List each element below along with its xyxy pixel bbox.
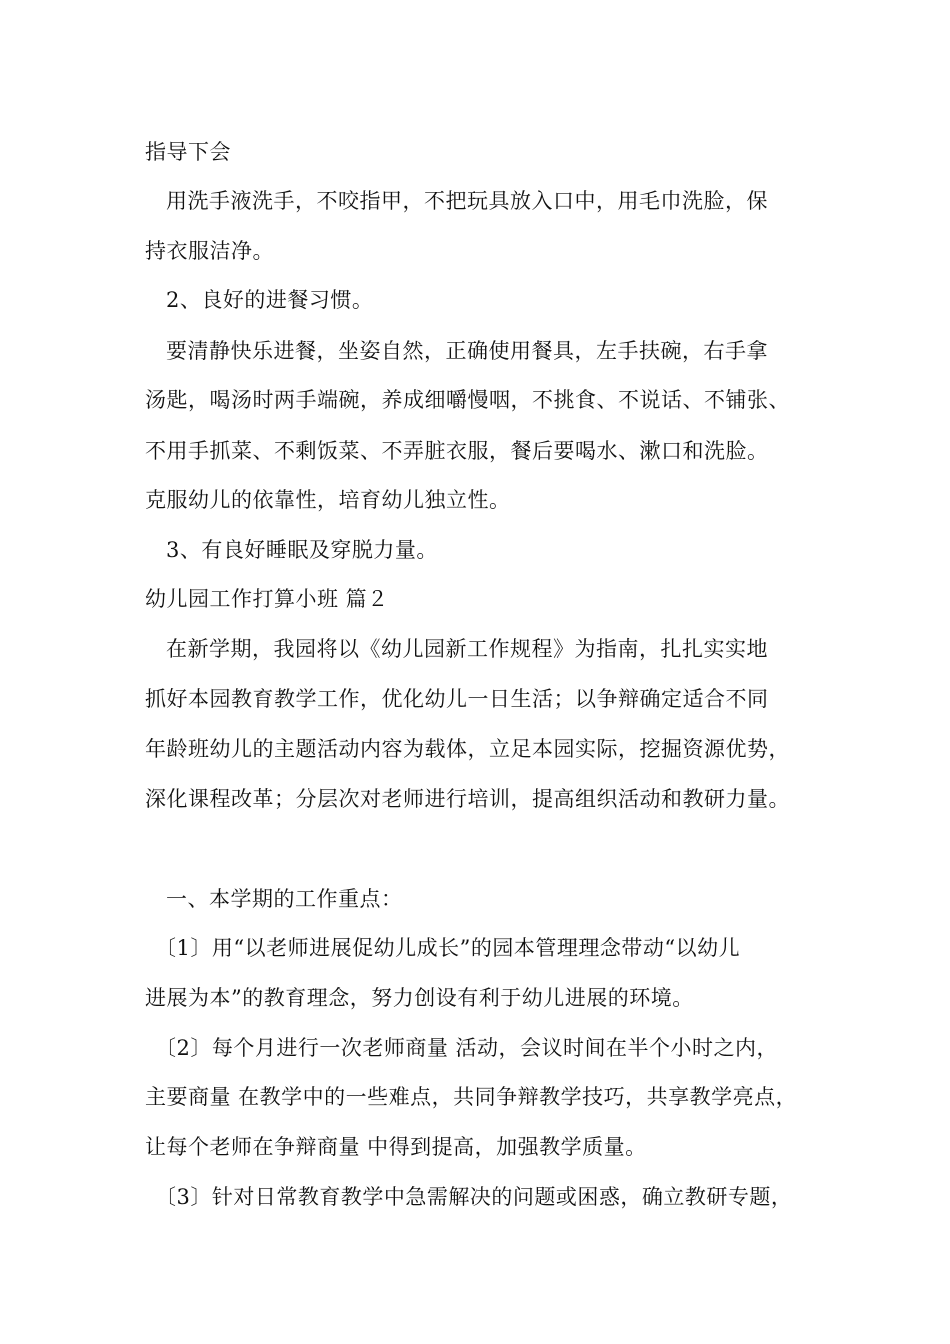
text-line: 〔1〕用“以老师进展促幼儿成长”的园本管理理念带动“以幼儿 (155, 936, 741, 960)
text-line: 持衣服洁净。 (145, 239, 274, 263)
text-line: 进展为本”的教育理念，努力创设有利于幼儿进展的环境。 (145, 986, 694, 1010)
text-line: 克服幼儿的依靠性，培育幼儿独立性。 (145, 488, 511, 512)
text-line: 在新学期，我园将以《幼儿园新工作规程》为指南，扎扎实实地 (166, 637, 768, 661)
text-line: 深化课程改革；分层次对老师进行培训，提高组织活动和教研力量。 (145, 787, 790, 811)
text-line: 让每个老师在争辩商量 中得到提高，加强教学质量。 (145, 1135, 647, 1159)
text-line: 一、本学期的工作重点： (166, 887, 403, 911)
text-line: 指导下会 (145, 140, 231, 164)
section-heading: 幼儿园工作打算小班 篇２ (145, 587, 389, 611)
text-line: 3、有良好睡眠及穿脱力量。 (166, 538, 438, 562)
text-line: 〔2〕每个月进行一次老师商量 活动，会议时间在半个小时之内， (155, 1036, 779, 1060)
text-line: 要清静快乐进餐，坐姿自然，正确使用餐具，左手扶碗，右手拿 (166, 339, 768, 363)
text-line: 2、良好的进餐习惯。 (166, 288, 374, 312)
text-line: 用洗手液洗手，不咬指甲，不把玩具放入口中，用毛巾洗脸，保 (166, 189, 768, 213)
text-line: 年龄班幼儿的主题活动内容为载体，立足本园实际，挖掘资源优势， (145, 737, 790, 761)
text-line: 主要商量 在教学中的一些难点，共同争辩教学技巧，共享教学亮点， (145, 1085, 798, 1109)
text-line: 〔3〕针对日常教育教学中急需解决的问题或困惑，确立教研专题， (155, 1185, 793, 1209)
text-line: 汤匙，喝汤时两手端碗，养成细嚼慢咽，不挑食、不说话、不铺张、 (145, 388, 790, 412)
text-line: 抓好本园教育教学工作，优化幼儿一日生活；以争辩确定适合不同 (145, 687, 769, 711)
text-line: 不用手抓菜、不剩饭菜、不弄脏衣服，餐后要喝水、漱口和洗脸。 (145, 439, 769, 463)
